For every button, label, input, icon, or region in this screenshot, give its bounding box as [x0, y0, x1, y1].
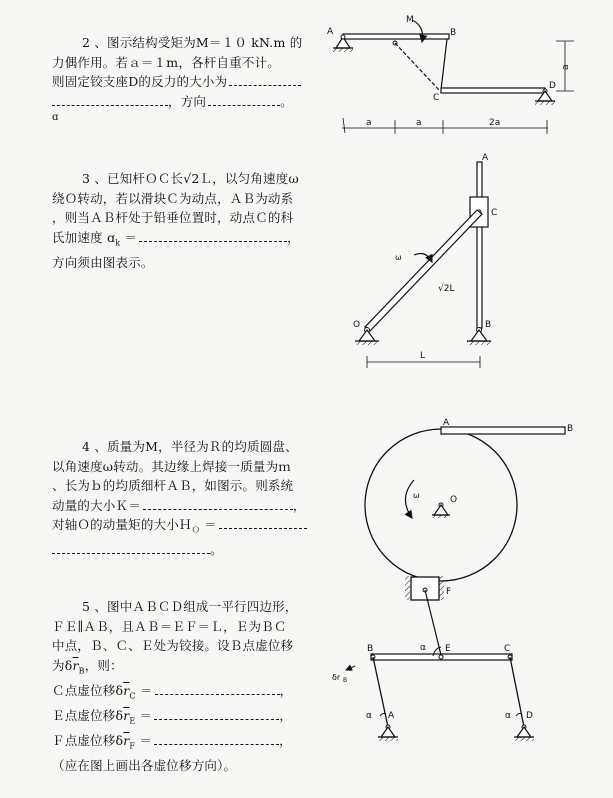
problem-5-c-label: Ｃ点虚位移δ: [52, 682, 124, 698]
bar-bc: [441, 39, 447, 90]
label-b: B: [450, 28, 457, 38]
problem-2-line-1: 2 、图示结构受矩为M＝１０ kN.m 的: [82, 35, 303, 50]
bar-diagonal: [395, 43, 440, 91]
problem-5-sub-c: C: [129, 691, 136, 700]
problem-5-sub-e: E: [129, 716, 136, 725]
problem-5-then: ，则：: [84, 657, 123, 673]
problem-4-line-3: 、长为ｂ的均质细杆ＡＢ，如图示。则系统: [52, 478, 294, 493]
label-omega: ω: [413, 491, 420, 500]
pin-support-o: [432, 503, 450, 518]
problem-3-line-4: 氏加速度 ɑ: [52, 229, 116, 245]
problem-2-line-end: 。: [280, 93, 293, 109]
dim-l: L: [420, 351, 426, 361]
problem-4-eq: ＝: [199, 517, 217, 532]
problem-2-direction-label: ，方向: [168, 93, 207, 109]
label-c: C: [433, 93, 440, 103]
problem-4-comma: ，: [292, 497, 306, 513]
label-e: E: [445, 644, 451, 654]
problem-4-end: 。: [210, 542, 223, 557]
label-alpha-e: α: [420, 643, 426, 653]
problem-4-line-4: 动量的大小Ｋ＝: [52, 497, 141, 513]
figure-2: [327, 15, 574, 134]
label-f: F: [446, 587, 452, 597]
problem-2-line-3: 则固定铰支座D的反力的大小为: [52, 74, 228, 89]
figure-3: [353, 153, 497, 368]
dim-height-a: a: [561, 64, 571, 70]
label-c: C: [491, 208, 498, 218]
problem-2-mark: ɑ: [52, 112, 59, 123]
problem-3-line-3: ，则当ＡＢ杆处于铅垂位置时，动点Ｃ的科: [52, 210, 294, 225]
problem-5-f-label: Ｆ点虚位移δ: [52, 732, 124, 748]
problem-5-sub-b: B: [78, 666, 85, 675]
label-c: C: [504, 644, 511, 654]
rod-ab: [477, 162, 482, 328]
label-o: O: [450, 495, 458, 505]
problem-5-line-1: 5 、图中ＡＢＣＤ组成一平行四边形，: [82, 599, 298, 614]
pin-support-a: [378, 725, 398, 741]
label-d: D: [549, 81, 556, 91]
problem-5-e-eq: ＝: [135, 707, 153, 723]
problem-4-line-2: 以角速度ω转动。其边缘上焊接一质量为ｍ: [52, 458, 291, 474]
problem-5-vec-r: $\overline{r}$: [72, 657, 79, 673]
problem-4-sub-o: Ｏ: [191, 525, 200, 535]
problem-3-comma: ，: [287, 229, 300, 245]
label-a: A: [327, 27, 334, 37]
label-sqrt2l: √2L: [438, 284, 455, 294]
label-delta-r: δr: [332, 673, 341, 682]
pin-support-o: [355, 328, 379, 346]
rod-ab: [441, 427, 565, 434]
problem-5-e-label: Ｅ点虚位移δ: [52, 707, 124, 723]
label-alpha-a: α: [366, 711, 372, 721]
dim-a-2: a: [416, 118, 422, 128]
problem-5-line-4: 为δ: [52, 657, 73, 673]
label-o: O: [353, 320, 361, 330]
problem-5-line-2: ＦＥ∥ＡＢ，且ＡＢ＝ＥＦ＝Ｌ，Ｅ为ＢＣ: [52, 618, 287, 634]
problem-5-c-comma: ，: [279, 682, 293, 698]
problem-4-line-1: 4 、质量为M，半径为Ｒ的均质圆盘、: [82, 439, 298, 454]
problem-3-line-1: 3 、已知杆ＯＣ长√2Ｌ，以匀角速度ω: [82, 171, 299, 186]
bar-cd: [441, 88, 545, 93]
problem-5-sub-f: F: [129, 741, 136, 750]
problem-3-eq: ＝: [120, 229, 138, 245]
label-m: M: [406, 15, 414, 25]
problem-5-e-comma: ，: [279, 707, 293, 723]
problem-5-line-last: （应在图上画出各虚位移方向）。: [52, 757, 237, 773]
figure-5: [332, 576, 534, 741]
rod-cd: [510, 657, 524, 727]
label-b: B: [567, 424, 574, 434]
problem-4-line-5: 对轴Ｏ的动量矩的大小Ｈ: [52, 517, 192, 532]
problem-5-c-eq: ＝: [135, 682, 153, 698]
label-b: B: [485, 320, 492, 330]
bar-ab: [343, 34, 449, 39]
pin-support-b: [467, 328, 491, 346]
problem-5-f-eq: ＝: [135, 732, 153, 748]
problem-3-sub-k: k: [115, 238, 121, 247]
label-d: D: [526, 711, 533, 721]
label-a: A: [443, 418, 450, 428]
rod-oc: [365, 210, 482, 331]
label-delta-r-sub: B: [343, 677, 348, 684]
delta-rb-arrow: [346, 666, 355, 670]
label-b: B: [367, 644, 374, 654]
rod-ab: [373, 657, 388, 727]
figure-4: [365, 418, 573, 581]
pin-support-d: [514, 725, 534, 741]
dim-a-1: a: [366, 118, 372, 128]
dim-2a: 2a: [489, 118, 501, 128]
problem-3-line-5: 方向须由图表示。: [52, 254, 154, 270]
problem-2-line-2: 力偶作用。若ａ＝１m，各杆自重不计。: [52, 54, 280, 70]
problem-5-f-comma: ，: [279, 732, 292, 748]
label-a: A: [388, 711, 395, 721]
label-a: A: [482, 153, 489, 163]
label-omega: ω: [395, 253, 402, 262]
problem-3-line-2: 绕Ｏ转动，若以滑块Ｃ为动点，ＡＢ为动系: [52, 190, 294, 206]
problem-5-line-3: 中点，Ｂ、Ｃ、Ｅ处为铰接。设Ｂ点虚位移: [52, 638, 294, 653]
label-alpha-d: α: [505, 711, 511, 721]
problem-5: 5 、图中ＡＢＣＤ组成一平行四边形， ＦＥ∥ＡＢ，且ＡＢ＝ＥＦ＝Ｌ，Ｅ为ＢＣ 中点，Ｂ、Ｃ、Ｅ处为铰接。设Ｂ点虚位移 为$\delta\overline{r}_B$，则： Ｃ点虚位移$\delta\overline{r}_C$ ＝ ， Ｅ点虚位移$\delta\overline{r}_E$ ＝ ， Ｆ点虚位移$\delta\overline{r}_F$ ＝ ， （应在图上画出各虚位移方向）。: [52, 597, 317, 775]
